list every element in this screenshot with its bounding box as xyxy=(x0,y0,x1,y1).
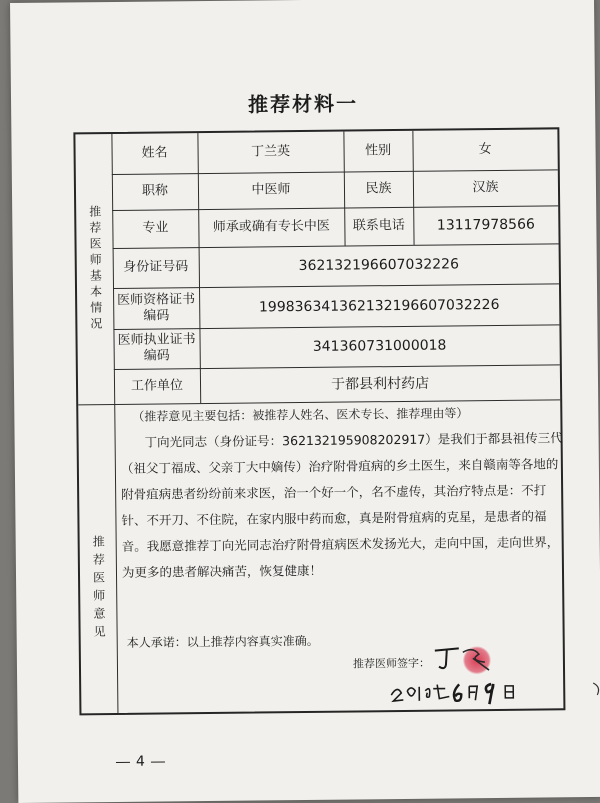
title-label: 职称 xyxy=(141,183,169,199)
page-number xyxy=(110,753,171,770)
title-value: 中医师 xyxy=(251,182,291,198)
work-unit-label: 工作单位 xyxy=(130,377,184,394)
id-value: 362132196607032226 xyxy=(298,256,460,275)
document-page xyxy=(10,0,600,803)
specialty-value: 师承或确有专长中医 xyxy=(212,218,330,235)
phone-label: 联系电话 xyxy=(352,217,405,234)
signature-label: 推荐医师签字： xyxy=(352,656,431,671)
opinion-text: 丁向光同志（身份证号：362132195908202917）是我们于都县祖传三代（祖父丁福成、父亲丁大中嫡传）治疗附骨疽病的乡土医生，来自赣南等各地的附骨疽病患者纷纷前来求医，治一个好一个，名不虚传，其治疗特点是：不打针、不开刀、不住院，在家内服中药而愈，真是附骨疽病的克星，是患者的福音。我愿意推荐丁向光同志治疗附骨疽病医术发扬光大，走向中国，走向世界，为更多的患者解决痛苦，恢复健康！ xyxy=(120,430,563,580)
gender-value: 女 xyxy=(478,142,492,158)
handwritten-date xyxy=(389,672,529,709)
section-opinion-text: 推荐医师意见 xyxy=(91,535,107,644)
id-label: 身份证号码 xyxy=(123,259,189,275)
section-basic-label xyxy=(84,164,106,374)
specialty-label: 专业 xyxy=(142,220,169,236)
document-title: 推荐材料一 xyxy=(247,91,359,117)
name-value: 丁兰英 xyxy=(250,144,291,160)
qualification-label-line2: 编码 xyxy=(143,307,170,324)
ethnicity-value: 汉族 xyxy=(472,179,499,196)
dash-right xyxy=(151,761,165,762)
phone-value: 13117978566 xyxy=(436,216,535,234)
dash-left xyxy=(116,761,130,762)
handwritten-signature xyxy=(429,642,519,675)
qualification-label-line1: 医师资格证书 xyxy=(117,291,196,308)
section-basic-text: 推荐医师基本情况 xyxy=(87,205,103,334)
qualification-label xyxy=(113,287,199,329)
name-label: 姓名 xyxy=(141,145,168,161)
practice-label xyxy=(113,328,199,369)
practice-label-line1: 医师执业证书 xyxy=(117,332,196,348)
gender-label: 性别 xyxy=(364,143,392,159)
work-unit-value: 于都县利村药店 xyxy=(330,375,430,393)
qualification-value: 199836341362132196607032226 xyxy=(258,296,500,315)
practice-value: 341360731000018 xyxy=(312,337,447,355)
practice-label-line2: 编码 xyxy=(143,348,170,364)
opinion-instructions: （推荐意见主要包括：被推荐人姓名、医术专长、推荐理由等） xyxy=(132,406,469,424)
ethnicity-label: 民族 xyxy=(365,181,392,197)
page-number-text: 4 xyxy=(135,753,145,770)
section-opinion-label xyxy=(87,514,109,664)
margin-pen-mark xyxy=(591,681,600,697)
promise-statement: 本人承诺：以上推荐内容真实准确。 xyxy=(126,633,319,650)
